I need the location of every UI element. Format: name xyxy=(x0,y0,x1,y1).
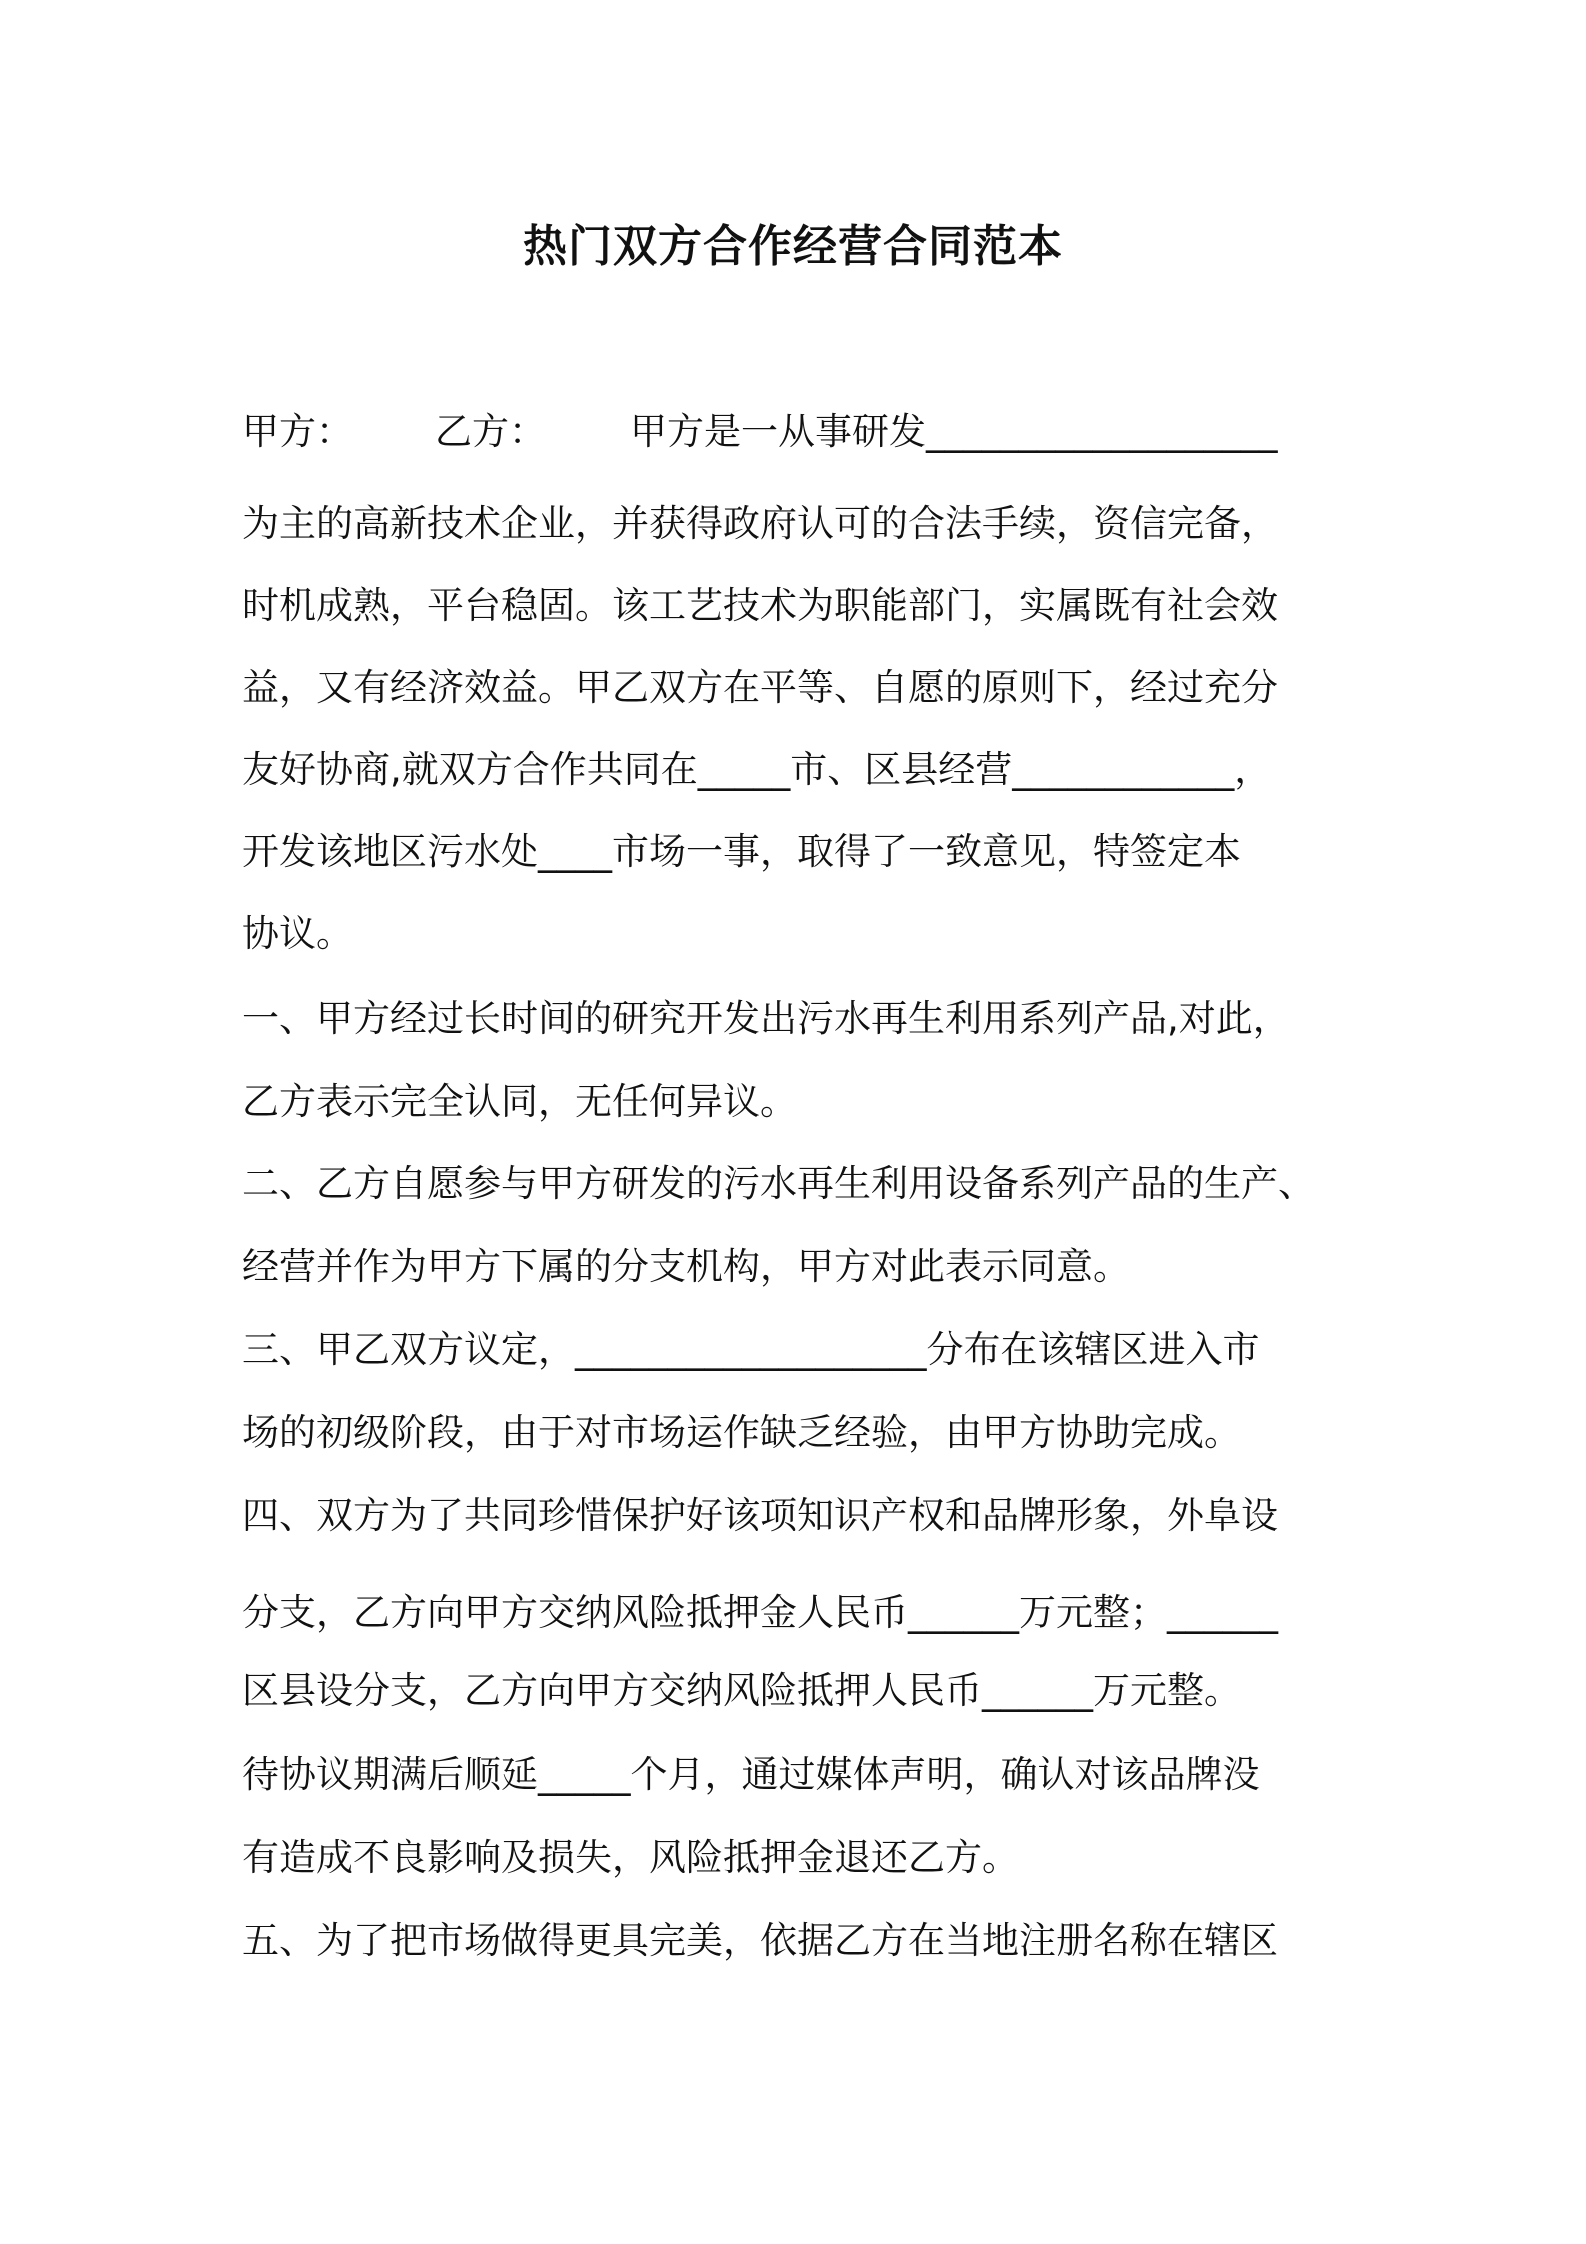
paragraph-line: 开发该地区污水处____市场一事，取得了一致意见，特签定本 xyxy=(242,830,1241,873)
clause-1-line: 一、甲方经过长时间的研究开发出污水再生利用系列产品,对此， xyxy=(242,997,1290,1040)
paragraph-line: 益，又有经济效益。甲乙双方在平等、自愿的原则下，经过充分 xyxy=(242,666,1278,709)
clause-4-line: 待协议期满后顺延_____个月，通过媒体声明，确认对该品牌没 xyxy=(242,1753,1260,1796)
paragraph-line: 甲方是一从事研发___________________ xyxy=(630,410,1278,453)
party-b-label: 乙方： xyxy=(435,410,546,453)
clause-4-line: 四、双方为了共同珍惜保护好该项知识产权和品牌形象，外阜设 xyxy=(242,1494,1278,1537)
clause-3-line: 三、甲乙双方议定，___________________分布在该辖区进入市 xyxy=(242,1328,1260,1371)
paragraph-line: 友好协商,就双方合作共同在_____市、区县经营____________， xyxy=(242,748,1272,791)
clause-2-line: 二、乙方自愿参与甲方研发的污水再生利用设备系列产品的生产、 xyxy=(242,1162,1315,1205)
clause-4-line: 区县设分支，乙方向甲方交纳风险抵押人民币______万元整。 xyxy=(242,1669,1241,1712)
party-a-label: 甲方： xyxy=(242,410,353,453)
clause-1-line: 乙方表示完全认同，无任何异议。 xyxy=(242,1080,797,1123)
clause-3-line: 场的初级阶段，由于对市场运作缺乏经验，由甲方协助完成。 xyxy=(242,1411,1241,1454)
paragraph-line: 协议。 xyxy=(242,912,353,955)
document-title: 热门双方合作经营合同范本 xyxy=(523,221,1063,272)
paragraph-line: 时机成熟，平台稳固。该工艺技术为职能部门，实属既有社会效 xyxy=(242,584,1278,627)
clause-2-line: 经营并作为甲方下属的分支机构，甲方对此表示同意。 xyxy=(242,1245,1130,1288)
clause-5-line: 五、为了把市场做得更具完美，依据乙方在当地注册名称在辖区 xyxy=(242,1919,1278,1962)
clause-4-line: 分支，乙方向甲方交纳风险抵押金人民币______万元整；______ xyxy=(242,1591,1278,1634)
clause-4-line: 有造成不良影响及损失，风险抵押金退还乙方。 xyxy=(242,1836,1019,1879)
paragraph-line: 为主的高新技术企业，并获得政府认可的合法手续，资信完备， xyxy=(242,502,1278,545)
